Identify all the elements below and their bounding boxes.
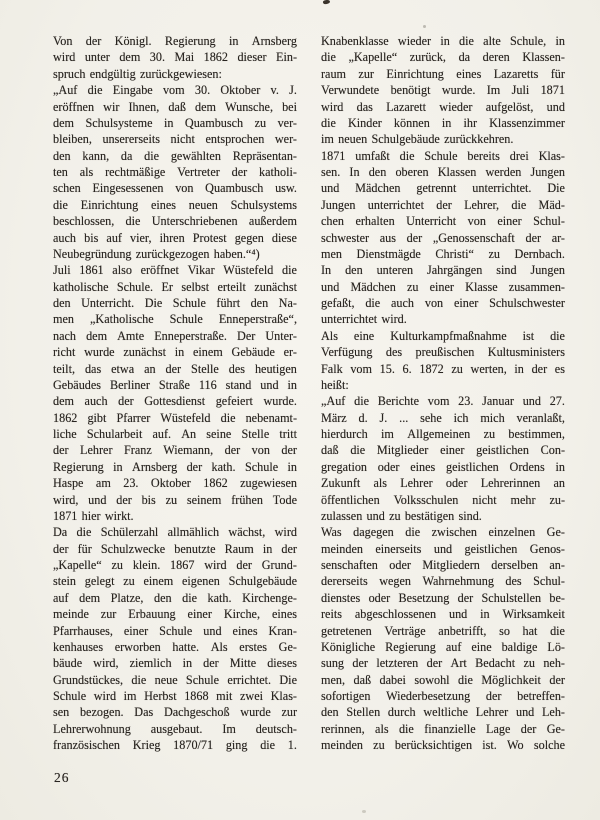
text-line: 1871 umfaßt die Schule bereits drei Klas-	[321, 148, 565, 163]
text-line: richt wurde zunächst in einem Gebäude er-	[53, 345, 297, 360]
text-line: auf dem Platze, den die kath. Kirchenge-	[53, 590, 297, 605]
scan-artifact	[323, 0, 331, 5]
text-line: Juli 1861 also eröffnet Vikar Wüstefeld die	[53, 263, 297, 278]
text-line: ten als rechtmäßige Vertreter der katholi-	[53, 165, 297, 179]
text-columns	[53, 33, 565, 754]
text-line: Lehrerwohnung ausgebaut. Im deutsch-	[53, 721, 297, 736]
text-line: beschlossen, die Unterschriebenen außerdem	[53, 214, 297, 229]
text-line: der Lehrer Franz Wiemann, der von der	[53, 443, 297, 458]
left-column	[53, 33, 297, 754]
text-line: hierdurch im Allgemeinen zu bestimmen,	[321, 427, 565, 441]
text-line: teilt, das etwa an der Stelle des heutigen	[53, 361, 297, 376]
text-line: Knabenklasse wieder in die alte Schule, in	[321, 34, 565, 48]
text-line: eröffnen wir Ihnen, daß dem Wunsche, bei	[53, 99, 297, 114]
text-line: dem Schulsysteme in Quambusch zu ver-	[53, 115, 297, 130]
text-line: 1862 gibt Pfarrer Wüstefeld die nebenamt-	[53, 410, 297, 425]
text-line: im neuen Schulgebäude zurückkehren.	[321, 132, 514, 147]
text-line: gefaßt, die auch von einer Schulschwester	[321, 296, 565, 310]
text-line: liche Schularbeit auf. An seine Stelle tritt	[53, 427, 297, 441]
text-line: senschaften oder Mitgliedern derselben an-	[321, 558, 565, 572]
text-line: Gebäudes Berliner Straße 116 stand und in	[53, 377, 297, 392]
text-line: wird, und der bis zu seinem frühen Tode	[53, 492, 297, 507]
text-line: dem auch der Gottesdienst gefeiert wurde.	[53, 394, 297, 409]
text-line: März d. J. ... sehe ich mich veranlaßt,	[321, 410, 565, 425]
text-line: den kann, da die gewählten Repräsentan-	[53, 148, 297, 163]
text-line: men „Katholische Schule Enneperstraße“,	[53, 312, 297, 327]
scan-artifact	[423, 25, 426, 28]
text-line: Als eine Kulturkampfmaßnahme ist die	[321, 328, 565, 343]
text-line: sung der letzteren der Art Bedacht zu neh-	[321, 656, 565, 671]
text-line: meinden zu berücksichtigen ist. Wo solche	[321, 738, 565, 753]
text-line: Was dagegen die zwischen einzelnen Ge-	[321, 525, 565, 540]
text-line: meinde zur Erbauung einer Kirche, eines	[53, 607, 297, 622]
text-line: die Kinder können in ihr Klassenzimmer	[321, 115, 565, 130]
text-line: bleiben, unsererseits nicht entsprochen wer-	[53, 132, 297, 147]
text-line: wird das Lazarett wieder aufgelöst, und	[321, 99, 565, 114]
text-line: spruch endgültig zurückgewiesen:	[53, 66, 222, 81]
text-line: Schule wird im Herbst 1868 mit zwei Klas-	[53, 689, 297, 703]
text-line: „Auf die Berichte vom 23. Januar und 27.	[321, 394, 565, 409]
text-line: französischen Krieg 1870/71 ging die 1.	[53, 738, 297, 753]
text-line: „Auf die Eingabe vom 30. Oktober v. J.	[53, 83, 297, 98]
text-line: reits abgeschlossenen und in Wirksamkeit	[321, 607, 565, 622]
text-line: sen bezogen. Das Dachgeschoß wurde zur	[53, 705, 297, 720]
text-line: bäude wird, ziemlich in der Mitte dieses	[53, 656, 297, 671]
text-line: wird unter dem 30. Mai 1862 dieser Ein-	[53, 50, 297, 65]
text-line: raum zur Einrichtung eines Lazaretts für	[321, 66, 565, 81]
text-line: men Dienstmägde Christi“ zu Dernbach.	[321, 246, 565, 261]
text-line: Verwundete benötigt wurde. Im Juli 1871	[321, 83, 565, 98]
text-line: kenhauses erworben hatte. Als erstes Ge-	[53, 639, 297, 654]
text-line: Neubegründung zurückgezogen haben.“⁴)	[53, 246, 260, 261]
text-line: schen Eingesessenen von Quambusch usw.	[53, 181, 297, 196]
text-line: Zukunft als Lehrer oder Lehrerinnen an	[321, 476, 565, 491]
text-line: Grundstückes, die neue Schule errichtet. Die	[53, 672, 297, 687]
text-line: stein gelegt zu einem eigenen Schulgebäude	[53, 574, 297, 589]
text-line: „Kapelle“ zu klein. 1867 wird der Grund-	[53, 558, 297, 572]
text-line: Falk vom 15. 6. 1872 zu werten, in der es	[321, 361, 565, 376]
text-line: schwester aus der „Genossenschaft der ar-	[321, 230, 565, 245]
text-line: Haspe am 23. Oktober 1862 zugewiesen	[53, 476, 297, 491]
text-line: die „Kapelle“ zurück, da deren Klassen-	[321, 50, 565, 65]
text-line: sofortigen Wiederbesetzung der betreffen-	[321, 689, 565, 703]
text-line: der für Schulzwecke benutzte Raum in der	[53, 541, 297, 556]
text-line: getretenen Verträge anbetrifft, so hat die	[321, 623, 565, 638]
text-line: den Unterricht. Die Schule führt den Na-	[53, 296, 297, 310]
text-line: Da die Schülerzahl allmählich wächst, wird	[53, 525, 297, 540]
text-line: öffentlichen Volksschulen nicht mehr zu-	[321, 492, 565, 507]
text-line: und Mädchen zu einer Klasse zusammen-	[321, 279, 565, 294]
right-column	[321, 33, 565, 754]
text-line: zulassen und zu bestätigen sind.	[321, 508, 482, 523]
text-line: Von der Königl. Regierung in Arnsberg	[53, 34, 297, 48]
text-line: chen erhalten Unterricht von einer Schul-	[321, 214, 565, 229]
text-line: 1871 hier wirkt.	[53, 508, 134, 523]
text-line: Verfügung des preußischen Kultusministers	[321, 345, 565, 360]
text-line: dienstes oder Besetzung der Schulstellen be-	[321, 590, 565, 605]
text-line: Jungen unterrichtet der Lehrer, die Mäd-	[321, 197, 565, 212]
text-line: dererseits wegen Wahrnehmung des Schul-	[321, 574, 565, 589]
text-line: sen. In den oberen Klassen werden Jungen	[321, 165, 565, 179]
text-line: heißt:	[321, 377, 349, 392]
text-line: den Stellen durch weltliche Lehrer und Leh-	[321, 705, 565, 720]
scan-artifact	[362, 810, 366, 813]
text-line: Königliche Regierung auf eine baldige Lö-	[321, 639, 565, 654]
text-line: gregation oder eines geistlichen Ordens in	[321, 459, 565, 474]
text-line: rerinnen, als die finanzielle Lage der Ge-	[321, 721, 565, 736]
text-line: unterrichtet wird.	[321, 312, 407, 327]
text-line: men, daß dabei sowohl die Möglichkeit der	[321, 672, 565, 687]
page-number: 26	[54, 770, 70, 785]
text-line: die Einrichtung eines neuen Schulsystems	[53, 197, 297, 212]
text-line: Regierung in Arnsberg der kath. Schule in	[53, 459, 297, 474]
text-line: Pfarrhauses, einer Schule und eines Kran-	[53, 623, 297, 638]
text-line: auch bis auf vier, ihren Protest gegen diese	[53, 230, 297, 245]
text-line: katholische Schule. Er selbst erteilt zunächst	[53, 279, 297, 294]
text-line: meinden einerseits und geistlichen Genos-	[321, 541, 565, 556]
text-line: und Mädchen getrennt unterrichtet. Die	[321, 181, 565, 196]
text-line: daß die Mitglieder einer geistlichen Con-	[321, 443, 565, 458]
text-line: nach dem Amte Enneperstraße. Der Unter-	[53, 328, 297, 343]
text-line: In den unteren Jahrgängen sind Jungen	[321, 263, 565, 278]
